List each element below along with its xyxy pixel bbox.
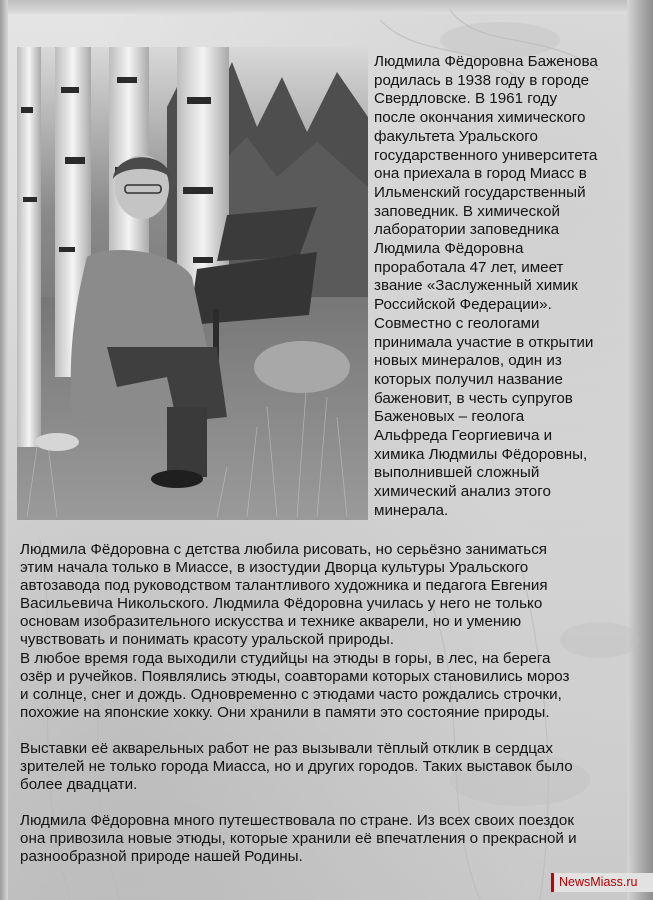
paragraph-exhibitions [20, 740, 620, 794]
paragraph-spacer [20, 722, 620, 740]
intro-line: новых минералов, один из [374, 352, 562, 370]
paragraph-line: Людмила Фёдоровна с детства любила рисовать, но серьёзно заниматься [20, 541, 548, 558]
paragraph-spacer [20, 794, 620, 812]
intro-line: Свердловске. В 1961 году [374, 90, 558, 108]
paragraph-line: она привозила новые этюды, которые хранили её впечатления о прекрасной и [20, 830, 577, 848]
intro-line: Баженовых – геолога [374, 408, 525, 426]
intro-line: Совместно с геологами [374, 314, 540, 332]
paragraph-line: озёр и ручейков. Появлялись этюды, соавторами которых становились мороз [20, 667, 570, 685]
intro-line: после окончания химического [374, 109, 586, 127]
intro-line: Людмила Фёдоровна Баженова [374, 53, 598, 70]
intro-line: выполнившей сложный [374, 464, 540, 482]
intro-biography-text [374, 53, 624, 521]
intro-line: Людмила Фёдоровна [374, 240, 524, 258]
paragraph-line: Васильевича Никольского. Людмила Фёдоровна училась у него не только [20, 595, 543, 613]
paragraph-line: разнообразной природе нашей Родины. [20, 848, 303, 866]
source-watermark: NewsMiass.ru [551, 873, 653, 892]
intro-line: Альфреда Георгиевича и [374, 427, 553, 445]
intro-line: заповедник. В химической [374, 202, 560, 220]
paragraph-line: В любое время года выходили студийцы на этюды в горы, в лес, на берега [20, 649, 551, 667]
intro-line: химический анализ этого [374, 483, 551, 501]
intro-line: химика Людмилы Фёдоровны, [374, 445, 588, 463]
paragraph-travels [20, 812, 620, 866]
paragraph-line: и солнце, снег и дождь. Одновременно с этюдами часто рождались строчки, [20, 685, 562, 703]
paragraph-line: Людмила Фёдоровна много путешествовала по стране. Из всех своих поездок [20, 812, 574, 830]
paragraph-line: Выставки её акварельных работ не раз вызывали тёплый отклик в сердцах [20, 739, 553, 757]
intro-line: факультета Уральского [374, 127, 538, 145]
intro-line: государственного университета [374, 146, 598, 164]
intro-line: Российской Федерации». [374, 296, 552, 314]
artist-photo [17, 47, 368, 520]
paragraph-line: основам изобразительного искусства и технике акварели, но и умению [20, 613, 522, 631]
intro-line: лаборатории заповедника [374, 221, 560, 239]
paragraph-line: этим начала только в Миассе, в изостудии Дворца культуры Уральского [20, 559, 529, 577]
intro-line: Ильменский государственный [374, 183, 586, 201]
intro-line: минерала. [374, 501, 449, 519]
paragraph-line: автозавода под руководством талантливого художника и педагога Евгения [20, 577, 548, 595]
paragraph-line: чувствовать и понимать красоту уральской природы. [20, 631, 394, 649]
paragraph-line: похожие на японские хокку. Они хранили в памяти это состояние природы. [20, 703, 550, 721]
intro-line: она приехала в город Миасс в [374, 165, 587, 183]
intro-line: которых получил название [374, 370, 563, 388]
intro-line: родилась в 1938 году в городе [374, 71, 590, 89]
intro-line: принимала участие в открытии [374, 333, 594, 351]
main-article-text [20, 541, 620, 867]
intro-line: баженовит, в честь супругов [374, 389, 573, 407]
paragraph-line: зрителей не только города Миасса, но и других городов. Таких выставок было [20, 758, 573, 776]
paragraph-line: более двадцати. [20, 776, 138, 794]
intro-line: проработала 47 лет, имеет [374, 258, 564, 276]
intro-line: звание «Заслуженный химик [374, 277, 578, 295]
paragraph-studio [20, 541, 620, 722]
